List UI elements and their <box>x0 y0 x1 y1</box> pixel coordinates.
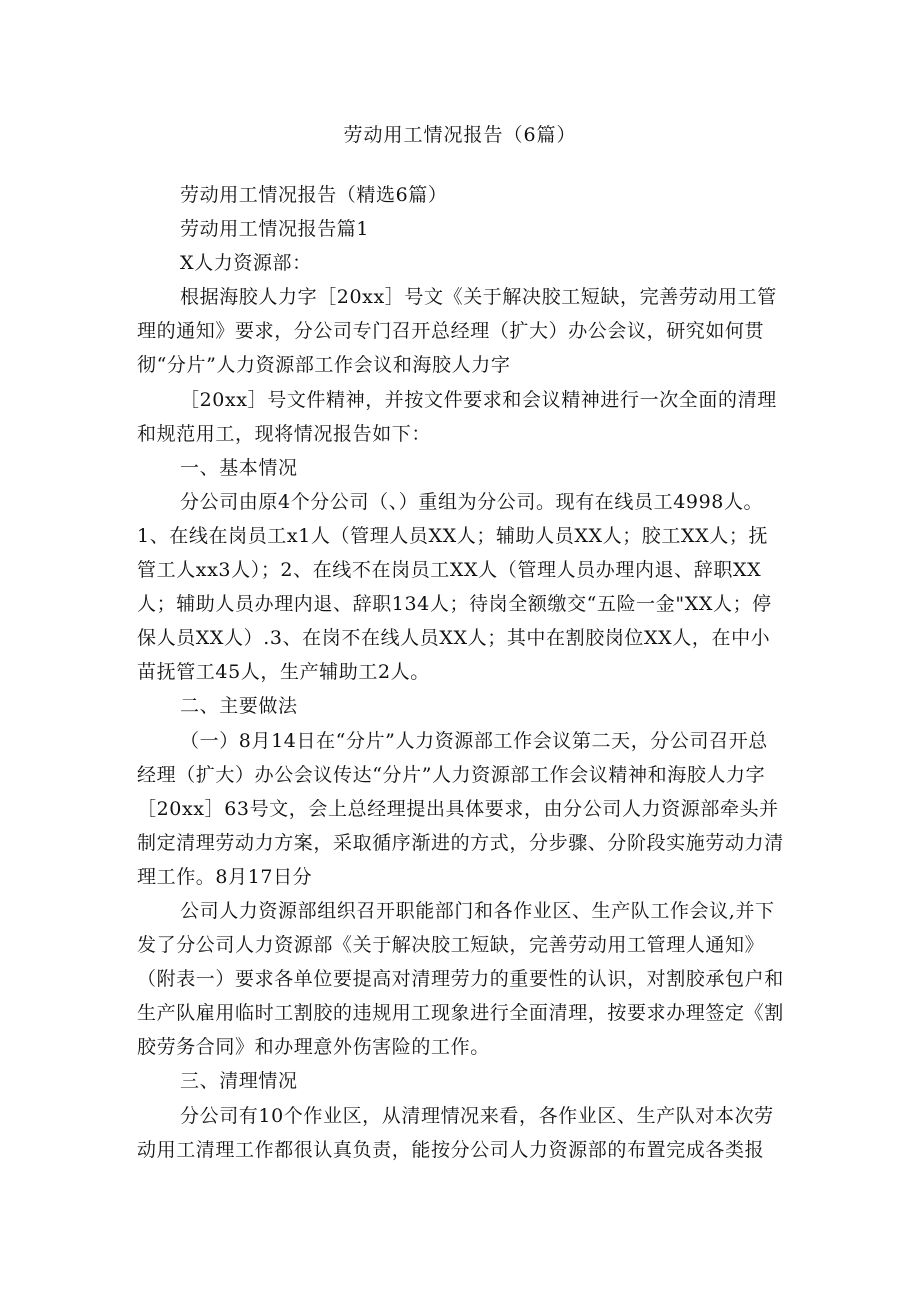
practices-paragraph-2: 公司人力资源部组织召开职能部门和各作业区、生产队工作会议,并下发了分公司人力资源部《关于解决胶工短缺，完善劳动用工管理人通知》（附表一）要求各单位要提高对清理劳力的重要性的认识，对割胶承包户和生产队雇用临时工割胶的违规用工现象进行全面清理，按要求办理签定《割胶劳务合同》和办理意外伤害险的工作。 <box>137 899 784 1059</box>
subtitle-paragraph: 劳动用工情况报告（精选6篇） <box>180 184 448 206</box>
cleanup-paragraph: 分公司有10个作业区，从清理情况来看，各作业区、生产队对本次劳动用工清理工作都很认真负责，能按分公司人力资源部的布置完成各类报 <box>137 1104 774 1161</box>
heading-basic-situation: 一、基本情况 <box>180 456 298 479</box>
basic-situation-paragraph: 分公司由原4个分公司（、）重组为分公司。现有在线员工4998人。1、在线在岗员工x1人（管理人员XX人；辅助人员XX人；胶工XX人；抚管工人xx3人）；2、在线不在岗员工XX人（管理人员办理内退、辞职XX人；辅助人员办理内退、辞职134人；待岗全额缴交“五险一金"XX人；停保人员XX人）.3、在岗不在线人员XX人；其中在割胶岗位XX人，在中小苗抚管工45人，生产辅助工2人。 <box>137 490 772 684</box>
intro-paragraph: 根据海胶人力字［20xx］号文《关于解决胶工短缺，完善劳动用工管理的通知》要求，分公司专门召开总经理（扩大）办公会议，研究如何贯彻“分片”人力资源部工作会议和海胶人力字 <box>137 286 777 377</box>
practices-paragraph-1: （一）8月14日在“分片”人力资源部工作会议第二天，分公司召开总经理（扩大）办公会议传达“分片”人力资源部工作会议精神和海胶人力字［20xx］63号文，会上总经理提出具体要求，由分公司人力资源部牵头并制定清理劳动力方案，采取循序渐进的方式，分步骤、分阶段实施劳动力清理工作。8月17日分 <box>137 729 784 888</box>
document-title: 劳动用工情况报告（6篇） <box>343 124 577 146</box>
heading-cleanup-situation: 三、清理情况 <box>180 1070 298 1093</box>
addressee-line: X人力资源部： <box>180 252 312 275</box>
document-body <box>137 178 787 1167</box>
section-heading-part-1: 劳动用工情况报告篇1 <box>180 218 370 241</box>
intro-continuation-paragraph: ［20xx］号文件精神，并按文件要求和会议精神进行一次全面的清理和规范用工，现将情况报告如下： <box>137 388 777 445</box>
heading-main-practices: 二、主要做法 <box>180 695 298 718</box>
